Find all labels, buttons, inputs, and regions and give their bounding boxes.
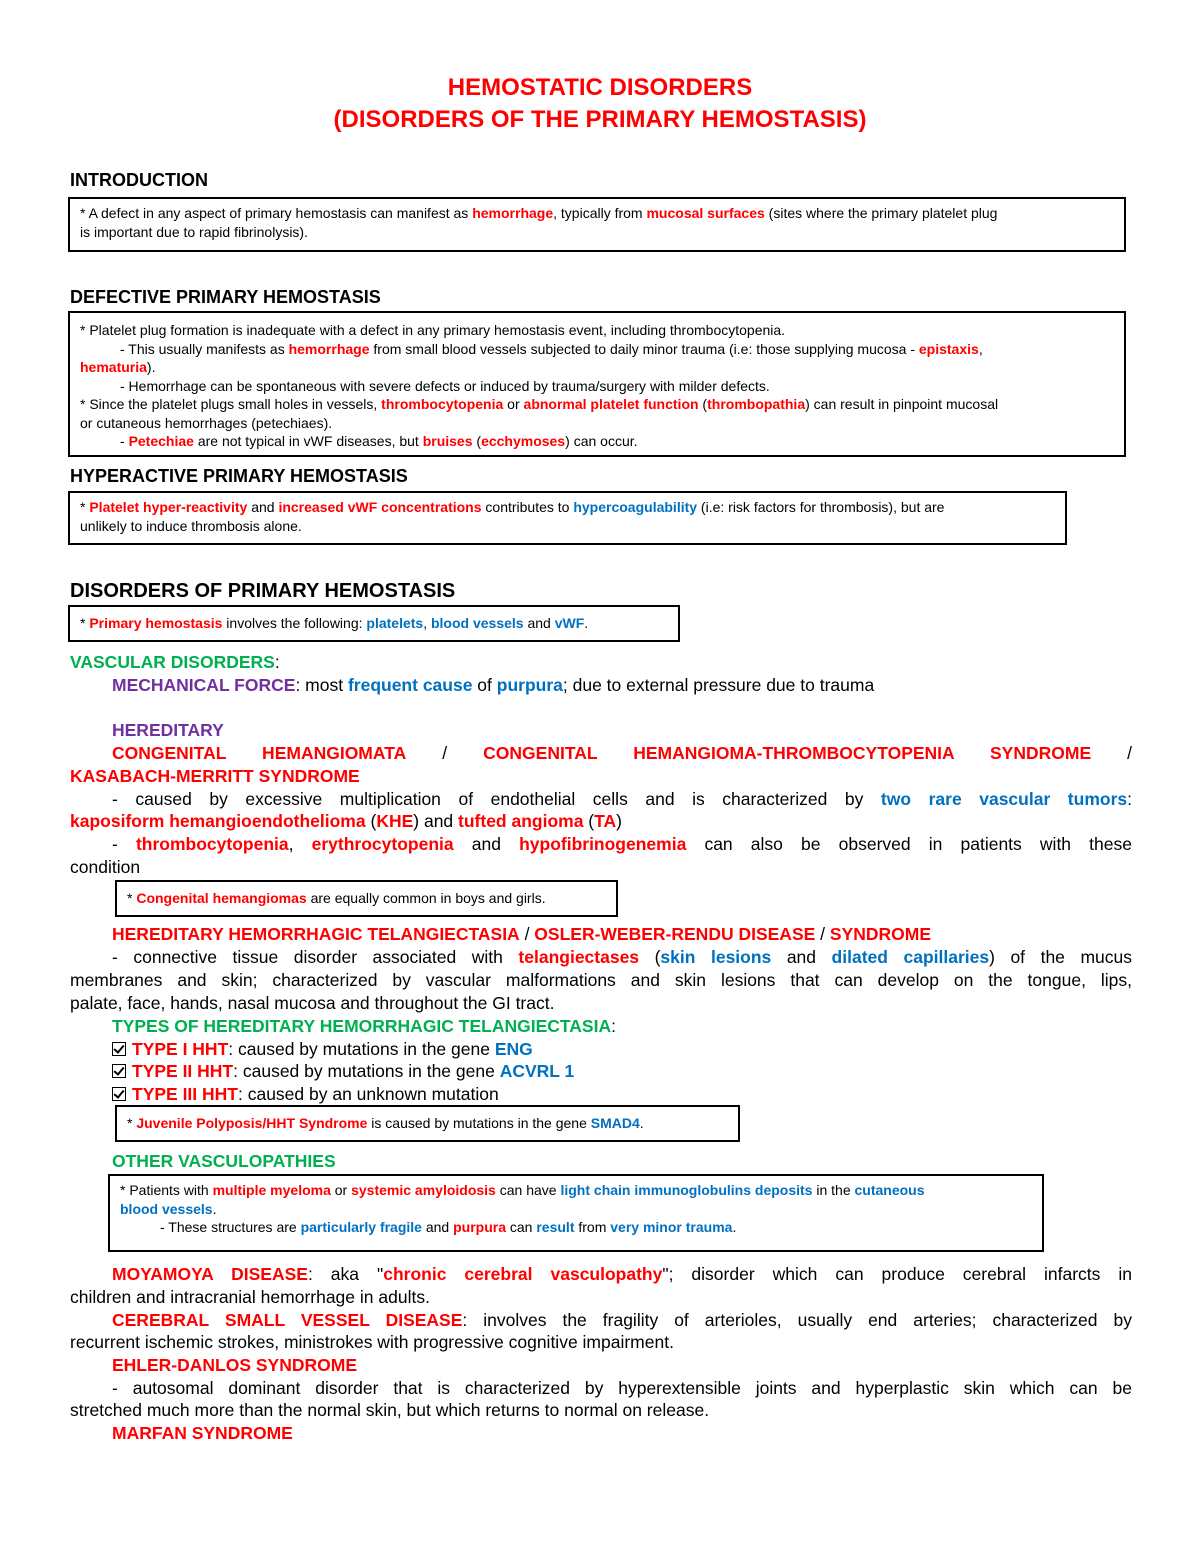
types-heading: TYPES OF HEREDITARY HEMORRHAGIC TELANGIECTASIA: bbox=[112, 1016, 616, 1036]
hereditary-heading: HEREDITARY bbox=[112, 720, 224, 740]
disorders-box: * Primary hemostasis involves the following: platelets, blood vessels and vWF. bbox=[68, 605, 680, 642]
checkbox-icon bbox=[112, 1042, 126, 1056]
checkbox-icon bbox=[112, 1064, 126, 1078]
eds-heading: EHLER-DANLOS SYNDROME bbox=[112, 1355, 358, 1375]
hyperactive-heading: HYPERACTIVE PRIMARY HEMOSTASIS bbox=[70, 466, 408, 486]
palate-line: palate, face, hands, nasal mucosa and throughout the GI tract. bbox=[70, 993, 555, 1013]
mechanical-force-line: MECHANICAL FORCE: most frequent cause of purpura; due to external pressure due to trauma bbox=[112, 675, 875, 695]
caused-by-line: - caused by excessive multiplication of endothelial cells and is characterized by two rare vascular tumors: bbox=[112, 789, 1132, 809]
type-i-item: TYPE I HHT: caused by mutations in the gene ENG bbox=[112, 1038, 533, 1061]
moyamoya-line: MOYAMOYA DISEASE: aka "chronic cerebral vasculopathy"; disorder which can produce cerebral infarcts in bbox=[112, 1264, 1132, 1284]
defective-heading: DEFECTIVE PRIMARY HEMOSTASIS bbox=[70, 287, 381, 307]
type-iii-item: TYPE III HHT: caused by an unknown mutation bbox=[112, 1083, 499, 1106]
defective-box: * Platelet plug formation is inadequate with a defect in any primary hemostasis event, including thrombocytopenia. - This usually manifests as hemorrhage from small blood vessels subjected to daily minor trauma (i.e: those supplying mucosa - epistaxis, hematuria). - Hemorrhage can be spontaneous with severe defects or induced by trauma/surgery with milder defects. * Since the platelet plugs small holes in vessels, thrombocytopenia or abnormal platelet function (thrombopathia) can result in pinpoint mucosal or cutaneous hemorrhages (petechiaes). - Petechiae are not typical in vWF diseases, but bruises (ecchymoses) can occur. bbox=[68, 311, 1126, 457]
other-vasculopathies-heading: OTHER VASCULOPATHIES bbox=[112, 1151, 336, 1171]
connective-tissue-line: - connective tissue disorder associated with telangiectases (skin lesions and dilated capillaries) of the mucus bbox=[112, 947, 1132, 967]
congenital-line: CONGENITAL HEMANGIOMATA / CONGENITAL HEMANGIOMA-THROMBOCYTOPENIA SYNDROME / bbox=[112, 743, 1132, 763]
type-ii-item: TYPE II HHT: caused by mutations in the gene ACVRL 1 bbox=[112, 1060, 574, 1083]
juvenile-box: * Juvenile Polyposis/HHT Syndrome is caused by mutations in the gene SMAD4. bbox=[115, 1105, 740, 1142]
intro-box: * A defect in any aspect of primary hemostasis can manifest as hemorrhage, typically from mucosal surfaces (sites where the primary platelet plug is important due to rapid fibrinolysis). bbox=[68, 197, 1126, 252]
vascular-heading: VASCULAR DISORDERS: bbox=[70, 652, 280, 672]
other-vasculopathies-box: * Patients with multiple myeloma or systemic amyloidosis can have light chain immunoglobulins deposits in the cutaneous blood vessels. - These structures are particularly fragile and purpura can result from very minor trauma. bbox=[108, 1174, 1044, 1252]
condition-line: condition bbox=[70, 857, 141, 877]
congenital-box: * Congenital hemangiomas are equally common in boys and girls. bbox=[115, 880, 618, 917]
moyamoya-line-2: children and intracranial hemorrhage in adults. bbox=[70, 1287, 430, 1307]
hht-heading: HEREDITARY HEMORRHAGIC TELANGIECTASIA / OSLER-WEBER-RENDU DISEASE / SYNDROME bbox=[112, 924, 932, 944]
eds-line-2: stretched much more than the normal skin, but which returns to normal on release. bbox=[70, 1400, 710, 1420]
thrombocytopenia-line: - thrombocytopenia, erythrocytopenia and hypofibrinogenemia can also be observed in patients with these bbox=[112, 834, 1132, 854]
page-title: HEMOSTATIC DISORDERS bbox=[447, 74, 753, 101]
membranes-line: membranes and skin; characterized by vascular malformations and skin lesions that can develop on the tongue, lips, bbox=[70, 970, 1132, 990]
disorders-heading: DISORDERS OF PRIMARY HEMOSTASIS bbox=[70, 580, 456, 602]
marfan-heading: MARFAN SYNDROME bbox=[112, 1423, 293, 1443]
checkbox-icon bbox=[112, 1087, 126, 1101]
kasabach-merritt: KASABACH-MERRITT SYNDROME bbox=[70, 766, 360, 786]
intro-heading: INTRODUCTION bbox=[70, 170, 208, 190]
kaposiform-line: kaposiform hemangioendothelioma (KHE) and tufted angioma (TA) bbox=[70, 811, 622, 831]
page-subtitle: (DISORDERS OF THE PRIMARY HEMOSTASIS) bbox=[333, 106, 867, 133]
csvd-line: CEREBRAL SMALL VESSEL DISEASE: involves the fragility of arterioles, usually end arteries; characterized by bbox=[112, 1310, 1132, 1330]
eds-line: - autosomal dominant disorder that is characterized by hyperextensible joints and hyperplastic skin which can be bbox=[112, 1378, 1132, 1398]
hyperactive-box: * Platelet hyper-reactivity and increased vWF concentrations contributes to hypercoagulability (i.e: risk factors for thrombosis), but are unlikely to induce thrombosis alone. bbox=[68, 491, 1067, 545]
csvd-line-2: recurrent ischemic strokes, ministrokes with progressive cognitive impairment. bbox=[70, 1332, 674, 1352]
